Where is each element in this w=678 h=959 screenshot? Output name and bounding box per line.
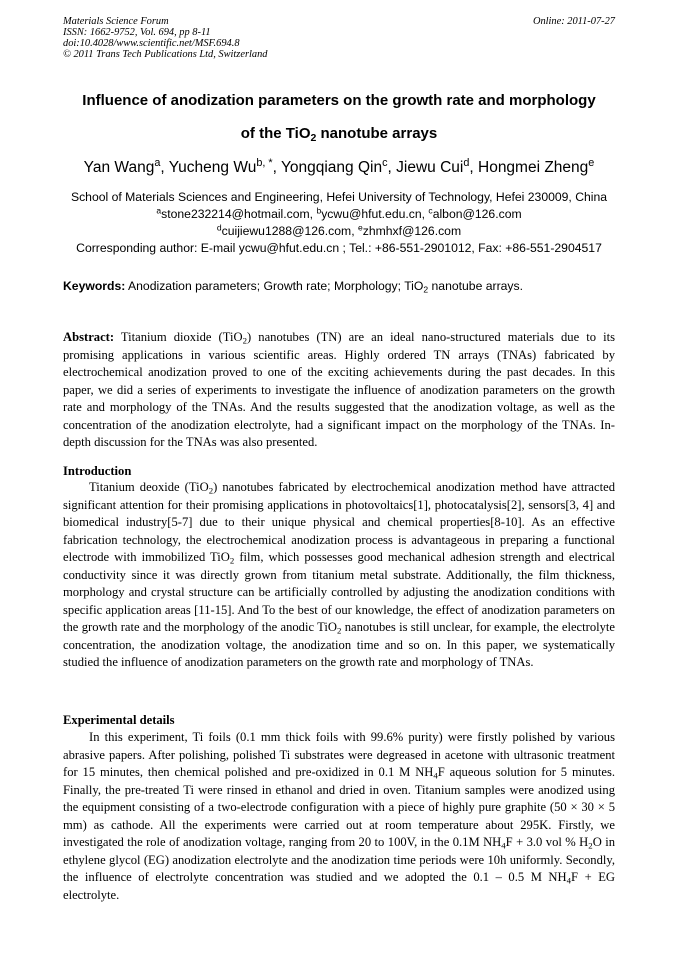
paper-title-line-1: Influence of anodization parameters on the growth rate and morphology (82, 92, 596, 109)
email-link[interactable]: ycwu@hfut.edu.cn, (321, 207, 429, 221)
email-link[interactable]: zhmhxf@126.com (362, 224, 462, 238)
email-link[interactable]: stone232214@hotmail.com, (161, 207, 317, 221)
doi-line[interactable]: doi:10.4028/www.scientific.net/MSF.694.8 (63, 38, 240, 49)
author: Yongqiang Qin$^c$, (280, 157, 397, 176)
introduction-paragraph: Titanium deoxide (TiO$_2$) nanotubes fabricated by electrochemical anodization method have attracted significant attention for their promising applications in photovoltaics[1], photocatalysis[2], sensors[3, 4] and biomedical industry[5-7] due to their unique physical and chemical properties[8-10]. As an effective fabrication technology, the electrochemical anodization process is advantageous in preparing a functional electrode with immobilized TiO$_2$ film, which possesses good mechanical adhesion strength and electrical conductivity since it was directly grown from titanium metal substrate. Additionally, the film thickness, morphology and crystal structure can be artificially controlled by adjusting the anodization conditions with specific application areas [11-15]. And To the best of our knowledge, the effect of anodization parameters on the growth rate and the morphology of the anodic TiO$_2$ nanotubes is still unclear, for example, the electrolyte concentration, the anodization voltage, the anodization time and so on. In this paper, we systematically studied the influence of anodization parameters on the growth rate and morphology of TNAs. (63, 480, 615, 669)
section-heading-experimental: Experimental details (63, 713, 175, 727)
email-link[interactable]: cuijiewu1288@126.com, (221, 224, 358, 238)
author: Yucheng $Wu^{b, *}$, (168, 157, 281, 176)
keywords: Keywords: Anodization parameters; Growth rate; Morphology; TiO$_2$ nanotube arrays. (63, 279, 523, 295)
abstract-paragraph: Abstract: Titanium dioxide (TiO$_2$) nanotubes (TN) are an ideal nano-structured materials due to its promising applications in various scientific areas. Highly ordered TN arrays (TNAs) fabricated by electrochemical anodization proved to one of the exciting achievements during the past decades. In this paper, we did a series of experiments to investigate the influence of anodization parameters on the growth rate and morphology of the TNAs. And the results suggested that the anodization voltage, as well as the concentration of the anodization electrolyte, had a significant impact on the morphology of the TNAs. In-depth discussion for the TNAs was also presented. (63, 330, 615, 449)
corresponding-author: Corresponding author: E-mail ycwu@hfut.edu.cn ; Tel.: +86-551-2901012, Fax: +86-551-2904517 (76, 241, 602, 255)
experimental-paragraph: In this experiment, Ti foils (0.1 mm thick foils with 99.6% purity) were firstly polished by various abrasive papers. After polishing, polished Ti substrates were degreased in acetone with ultrasonic treatment for 15 minutes, then chemical polished and pre-oxidized in 0.1 M $NH_4F$ aqueous solution for 5 minutes. Finally, the pre-treated Ti were rinsed in ethanol and dried in oven. Titanium samples were anodized using the equipment consisting of a two-electrode configuration with a piece of highly pure graphite (50 × 30 × 5 mm) as cathode. All the experiments were carried out at room temperature about 295K. Firstly, we investigated the role of anodization voltage, ranging from 20 to 100V, in the 0.1M $NH_4F + 3.0$ vol % $H_2O$ in ethylene glycol (EG) anodization electrolyte and the anodization time periods were 10h uniformly. Secondly, the influence of electrolyte concentration was studied and we adopted the 0.1 – 0.5 M $NH_4F$ + EG electrolyte. (63, 730, 615, 902)
abstract-label: Abstract: (63, 330, 115, 344)
author: Jiewu Cui$^d$, (396, 157, 478, 176)
copyright-line: © 2011 Trans Tech Publications Ltd, Switzerland (63, 49, 268, 60)
keywords-label: Keywords: (63, 279, 126, 293)
journal-header (63, 16, 615, 60)
email-link[interactable]: albon@126.com (432, 207, 522, 221)
affiliation-school: School of Materials Sciences and Engineering, Hefei University of Technology, Hefei 230009, China (70, 190, 608, 204)
issn-line: ISSN: 1662-9752, Vol. 694, pp 8-11 (63, 27, 211, 38)
section-heading-introduction: Introduction (63, 464, 132, 478)
journal-name: Materials Science Forum (63, 16, 169, 27)
online-date: Online: 2011-07-27 (532, 16, 615, 27)
affiliation-emails-1: $^a$stone232214@hotmail.com, $^b$ycwu@hfut.edu.cn, $^c$albon@126.com (156, 205, 522, 221)
paper-title-line-2: of the TiO$_2$ nanotube arrays (240, 125, 438, 145)
author-list (40, 158, 638, 178)
author: Hongmei Zheng$^e$ (478, 157, 595, 176)
author: Yan Wang$^a$, (83, 157, 169, 176)
affiliation-emails-2: $^d$cuijiewu1288@126.com, $^e$zhmhxf@126.com (216, 222, 462, 238)
